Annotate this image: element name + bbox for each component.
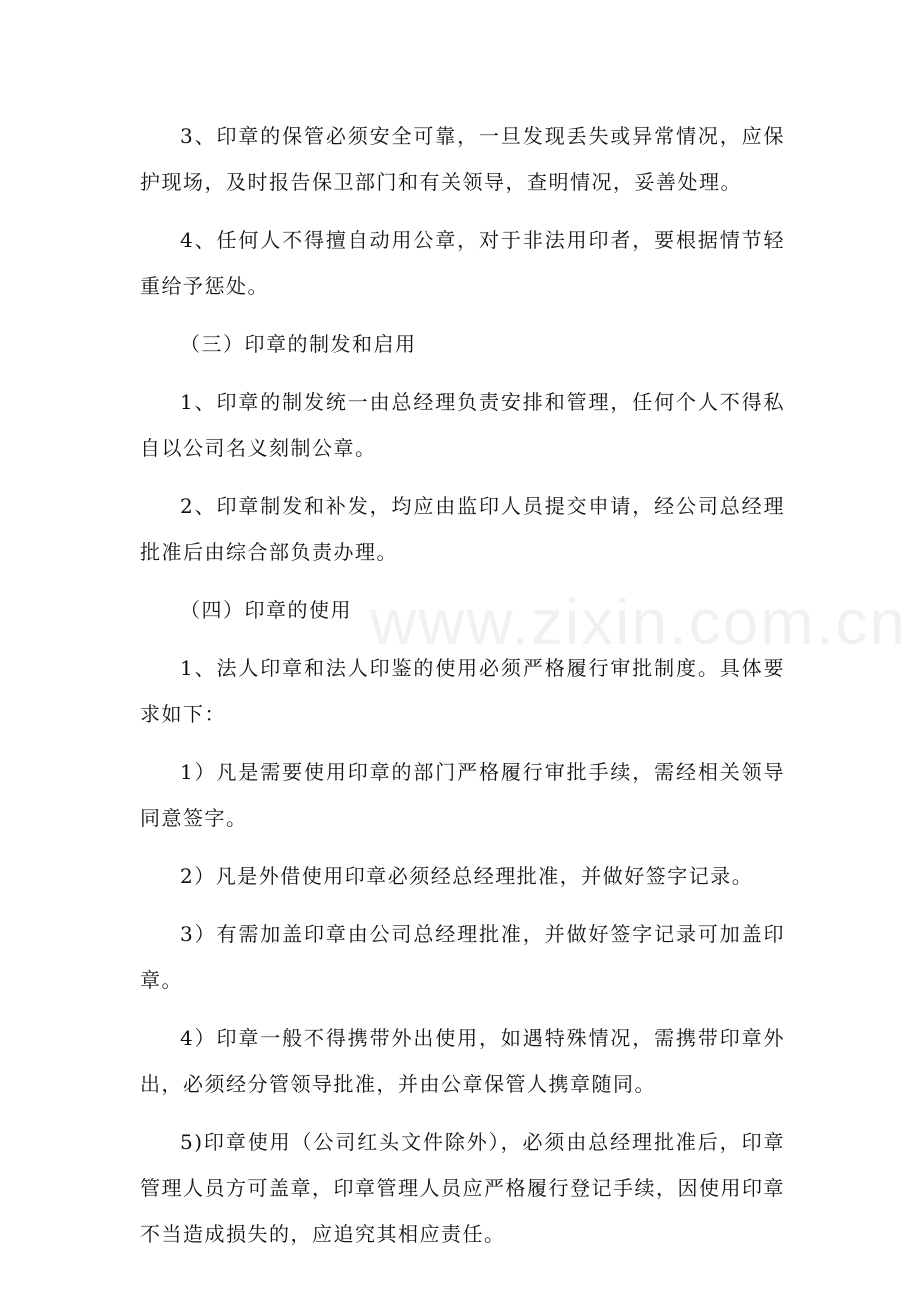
section-heading-issuance: （三）印章的制发和启用 xyxy=(180,332,417,356)
paragraph-issuance-management: 1、印章的制发统一由总经理负责安排和管理，任何个人不得私自以公司名义刻制公章。 xyxy=(140,390,785,460)
paragraph-usage-rule-3: 3）有需加盖印章由公司总经理批准，并做好签字记录可加盖印章。 xyxy=(140,922,785,992)
document-body xyxy=(140,113,785,1269)
paragraph-usage-rule-1: 1）凡是需要使用印章的部门严格履行审批手续，需经相关领导同意签字。 xyxy=(140,760,785,830)
paragraph-usage-rule-4: 4）印章一般不得携带外出使用，如遇特殊情况，需携带印章外出，必须经分管领导批准，并由公章保管人携章随同。 xyxy=(140,1026,785,1096)
paragraph-issuance-application: 2、印章制发和补发，均应由监印人员提交申请，经公司总经理批准后由综合部负责办理。 xyxy=(140,494,785,564)
section-heading-usage: （四）印章的使用 xyxy=(180,598,352,622)
paragraph-seal-safekeeping: 3、印章的保管必须安全可靠，一旦发现丢失或异常情况，应保护现场，及时报告保卫部门和有关领导，查明情况，妥善处理。 xyxy=(140,124,785,194)
watermark: www.zixin.com.cn xyxy=(370,586,907,658)
paragraph-usage-rule-2: 2）凡是外借使用印章必须经总经理批准，并做好签字记录。 xyxy=(180,864,754,888)
paragraph-legal-seal-approval: 1、法人印章和法人印鉴的使用必须严格履行审批制度。具体要求如下： xyxy=(140,656,785,726)
paragraph-usage-rule-5: 5)印章使用（公司红头文件除外），必须由总经理批准后，印章管理人员方可盖章，印章管理人员应严格履行登记手续，因使用印章不当造成损失的，应追究其相应责任。 xyxy=(140,1130,785,1246)
paragraph-unauthorized-use: 4、任何人不得擅自动用公章，对于非法用印者，要根据情节轻重给予惩处。 xyxy=(140,228,785,298)
